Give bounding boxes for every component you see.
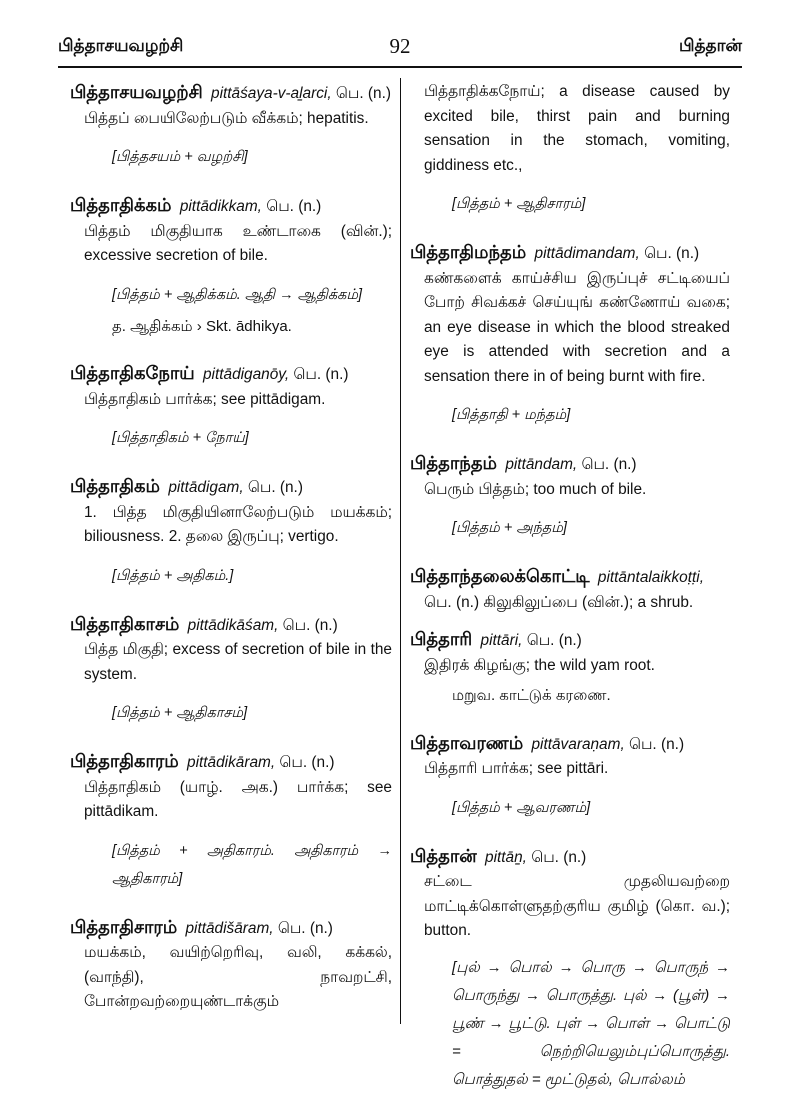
entry-definition: 1. பித்த மிகுதியினாலேற்படும் மயக்கம்; biliousness. 2. தலை இருப்பு; vertigo. xyxy=(84,503,392,545)
entry-pos: பெ. (n.) xyxy=(279,754,335,771)
entry-definition: பித்தம் மிகுதியாக உண்டாகை (வின்.); excessive secretion of bile. xyxy=(84,222,392,264)
entry-definition: மயக்கம், வயிற்றெரிவு, வலி, கக்கல், (வாந்தி), நாவறட்சி, போன்றவற்றையுண்டாக்கும் xyxy=(84,944,392,1010)
entry-definition: பெரும் பித்தம்; too much of bile. xyxy=(424,480,647,498)
entry-definition: பித்த மிகுதி; excess of secretion of bile in the system. xyxy=(84,641,392,683)
right-column xyxy=(410,80,730,1116)
entry-note: த. ஆதிக்கம் › Skt. ādhikya. xyxy=(112,317,292,335)
entry-headword: பித்தாவரணம் xyxy=(410,732,524,753)
page-number: 92 xyxy=(389,34,411,58)
entry-etymology: [பித்தம் + அந்தம்] xyxy=(452,520,567,536)
entry-headword: பித்தாந்தம் xyxy=(410,453,498,473)
dictionary-entry xyxy=(70,915,392,1015)
dictionary-entry xyxy=(410,451,730,542)
dictionary-entry xyxy=(410,731,730,822)
entry-transliteration: pittāvaraṇam, xyxy=(531,735,625,753)
entry-pos: பெ. (n.) xyxy=(526,632,582,649)
entry-pos: பெ. (n.) xyxy=(644,245,700,262)
entry-transliteration: pittādikkam, xyxy=(179,198,262,215)
entry-definition: கண்களைக் காய்ச்சிய இருப்புச் சட்டியைப் போற் சிவக்கச் செய்யுங் கண்ணோய் வகை; an eye disease in which the blood streaked eye is attended with secretion and a sensation there in of being burnt with fire. xyxy=(424,269,730,385)
dictionary-entry xyxy=(70,749,392,893)
entry-etymology: [பித்தம் + ஆதிக்கம். ஆதி → ஆதிக்கம்] xyxy=(112,286,363,303)
entry-definition: பித்தாதிகம் (யாழ். அக.) பார்க்க; see pittādikam. xyxy=(84,778,392,820)
dictionary-entry xyxy=(70,474,392,590)
entry-headword: பித்தாதிக்கம் xyxy=(70,195,172,215)
entry-etymology: [பித்தம் + ஆதிசாரம்] xyxy=(452,196,586,212)
entry-etymology: [பித்தம் + ஆவரணம்] xyxy=(452,799,591,816)
entry-definition: பித்தாதிகம் பார்க்க; see pittādigam. xyxy=(84,390,326,408)
entry-etymology: [பித்தாதி + மந்தம்] xyxy=(452,407,571,423)
entry-definition: சட்டை முதலியவற்றை மாட்டிக்கொள்ளுதற்குரிய குமிழ் (கொ. வ.); button. xyxy=(424,873,730,939)
entry-headword: பித்தாதிகாரம் xyxy=(70,751,179,771)
entry-pos: பெ. (n.) xyxy=(293,366,349,383)
dictionary-entry xyxy=(410,627,730,709)
dictionary-entry xyxy=(70,361,392,452)
entry-pos: பெ. (n.) xyxy=(335,85,391,102)
header-rule xyxy=(58,66,742,68)
entry-transliteration: pittādigam, xyxy=(168,479,244,496)
dictionary-entry xyxy=(410,564,730,615)
entry-pos: பெ. (n.) xyxy=(247,479,303,496)
dictionary-entry-continuation xyxy=(410,80,730,218)
entry-headword: பித்தாதிகநோய் xyxy=(70,363,195,383)
dictionary-entry xyxy=(70,612,392,728)
entry-etymology: [பித்தம் + அதிகாரம். அதிகாரம் → ஆதிகாரம்] xyxy=(112,842,392,887)
entry-pos: பெ. (n.) xyxy=(424,593,480,611)
entry-headword: பித்தாதிகாசம் xyxy=(70,613,180,634)
entry-headword: பித்தாதிமந்தம் xyxy=(410,242,527,262)
dictionary-entry xyxy=(70,80,392,171)
entry-etymology: [புல் → பொல் → பொரு → பொருந் → பொருந்து → பொருத்து. புல் → (பூள்) → பூண் → பூட்டு. புள் → பொள் → பொட்டு = நெற்றியெலும்புப்பொருத்து. பொத்துதல் = மூட்டுதல், பொல்லம் xyxy=(452,958,730,1088)
entry-headword: பித்தாதிகம் xyxy=(70,476,161,496)
column-divider xyxy=(400,78,401,1024)
entry-definition: பித்தாதிக்கநோய்; a disease caused by excited bile, thirst pain and burning sensation in the stomach, vomiting, giddiness etc., xyxy=(424,83,730,174)
entry-transliteration: pittādikāram, xyxy=(187,754,276,771)
dictionary-entry xyxy=(410,844,730,1094)
entry-pos: பெ. (n.) xyxy=(282,616,338,634)
entry-transliteration: pittāri, xyxy=(480,632,523,649)
entry-pos: பெ. (n.) xyxy=(581,456,637,473)
entry-transliteration: pittādiganōy, xyxy=(202,366,290,383)
dictionary-entry xyxy=(70,193,392,339)
entry-etymology: [பித்தம் + ஆதிகாசம்] xyxy=(112,705,248,721)
page-header xyxy=(58,32,742,62)
entry-definition: பித்தப் பையிலேற்படும் வீக்கம்; hepatitis. xyxy=(84,109,369,127)
entry-etymology: [பித்தசயம் + வழற்சி] xyxy=(112,149,248,165)
header-guide-word-right: பித்தான் xyxy=(678,36,742,55)
dictionary-entry xyxy=(410,240,730,429)
entry-transliteration: pittāṉ, xyxy=(485,848,527,866)
entry-pos: பெ. (n.) xyxy=(266,198,322,215)
entry-pos: பெ. (n.) xyxy=(277,919,333,937)
entry-pos: பெ. (n.) xyxy=(531,848,587,866)
entry-definition: பித்தாரி பார்க்க; see pittāri. xyxy=(424,760,609,777)
entry-headword: பித்தாந்தலைக்கொட்டி xyxy=(410,566,590,586)
entry-transliteration: pittādimandam, xyxy=(534,245,640,262)
entry-headword: பித்தாதிசாரம் xyxy=(70,916,178,937)
entry-definition: இதிரக் கிழங்கு; the wild yam root. xyxy=(424,656,655,674)
entry-transliteration: pittāntalaikkoṭṭi, xyxy=(597,569,704,586)
entry-note: மறுவ. காட்டுக் கரணை. xyxy=(452,687,611,704)
entry-transliteration: pittāśaya-v-aḻarci, xyxy=(211,85,332,102)
entry-pos: பெ. (n.) xyxy=(629,735,685,753)
entry-definition: கிலுகிலுப்பை (வின்.); a shrub. xyxy=(483,593,694,611)
entry-transliteration: pittāndam, xyxy=(505,456,578,473)
entry-headword: பித்தாரி xyxy=(410,629,473,649)
entry-headword: பித்தான் xyxy=(410,845,477,866)
header-guide-word-left: பித்தாசயவழற்சி xyxy=(58,36,184,55)
entry-transliteration: pittādišāram, xyxy=(185,919,274,937)
entry-etymology: [பித்தாதிகம் + நோய்] xyxy=(112,430,249,446)
entry-headword: பித்தாசயவழற்சி xyxy=(70,82,203,102)
left-column xyxy=(70,80,392,1037)
entry-transliteration: pittādikāśam, xyxy=(187,616,279,634)
entry-etymology: [பித்தம் + அதிகம்.] xyxy=(112,567,234,584)
